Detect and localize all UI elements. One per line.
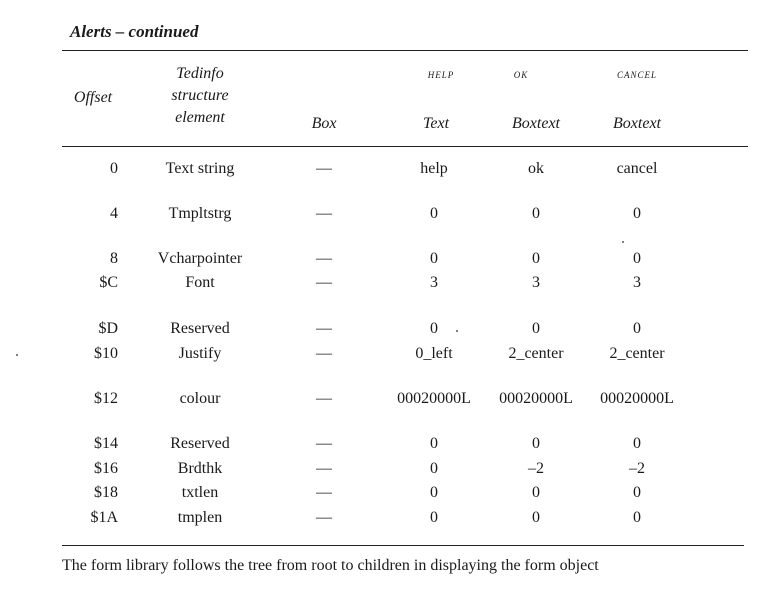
row-offset: $16: [94, 460, 118, 477]
row-box: —: [316, 160, 332, 177]
header-cancel-small: CANCEL: [616, 70, 657, 80]
row-element: txtlen: [181, 484, 219, 501]
row-ok: 0: [532, 484, 540, 501]
row-offset: 8: [110, 250, 118, 267]
row-cancel: 0: [633, 205, 641, 222]
row-help: 0: [430, 250, 438, 267]
row-element: Reserved: [170, 320, 230, 337]
row-cancel: –2: [629, 460, 645, 477]
header-element-line-2: structure: [171, 87, 229, 104]
row-element: Brdthk: [177, 460, 223, 477]
row-ok: 0: [532, 435, 540, 452]
row-cancel: 3: [633, 274, 641, 291]
header-help-small: HELP: [427, 70, 455, 80]
row-ok: ok: [528, 160, 544, 177]
row-ok: –2: [528, 460, 544, 477]
row-offset: $14: [94, 435, 118, 452]
row-box: —: [316, 250, 332, 267]
header-ok-small: OK: [513, 70, 529, 80]
row-element: Justify: [178, 345, 222, 362]
row-box: —: [316, 320, 332, 337]
row-help: 00020000L: [397, 390, 471, 407]
row-ok: 3: [532, 274, 540, 291]
row-help: 0_left: [415, 345, 453, 362]
row-offset: $10: [94, 345, 118, 362]
header-element: [140, 63, 260, 129]
row-box: —: [316, 274, 332, 291]
row-box: —: [316, 460, 332, 477]
row-offset: $C: [99, 274, 118, 291]
row-cancel: 0: [633, 484, 641, 501]
speck: [16, 354, 18, 356]
row-element: Font: [185, 274, 215, 291]
row-cancel: 00020000L: [600, 390, 674, 407]
row-ok: 2_center: [508, 345, 564, 362]
header-element-line-3: element: [175, 109, 225, 126]
row-cancel: cancel: [616, 160, 658, 177]
row-help: 0: [430, 460, 438, 477]
row-offset: 0: [110, 160, 118, 177]
row-help: 0: [430, 435, 438, 452]
row-element: colour: [179, 390, 221, 407]
row-offset: 4: [110, 205, 118, 222]
row-element: tmplen: [177, 509, 223, 526]
row-offset: $1A: [90, 509, 118, 526]
header-offset: Offset: [73, 89, 113, 106]
row-cancel: 0: [633, 509, 641, 526]
row-cancel: 0: [633, 435, 641, 452]
row-ok: 00020000L: [499, 390, 573, 407]
header-ok: Boxtext: [512, 115, 560, 132]
row-cancel: 2_center: [609, 345, 665, 362]
row-box: —: [316, 205, 332, 222]
footer-caption: The form library follows the tree from root to children in displaying the form object: [62, 557, 599, 574]
top-rule: [62, 50, 748, 51]
row-box: —: [316, 484, 332, 501]
row-help: 0: [430, 484, 438, 501]
speck: [622, 241, 624, 243]
row-help: help: [420, 160, 448, 177]
row-element: Text string: [165, 160, 235, 177]
row-help: 0: [430, 320, 438, 337]
header-element-line-1: Tedinfo: [176, 65, 224, 82]
row-element: Tmpltstrg: [168, 205, 232, 222]
row-offset: $18: [94, 484, 118, 501]
row-cancel: 0: [633, 250, 641, 267]
bottom-rule: [62, 545, 744, 546]
row-offset: $D: [98, 320, 118, 337]
speck: [456, 330, 458, 332]
row-help: 0: [430, 509, 438, 526]
row-offset: $12: [94, 390, 118, 407]
header-box: Box: [311, 115, 337, 132]
row-box: —: [316, 345, 332, 362]
row-cancel: 0: [633, 320, 641, 337]
header-help: Text: [422, 115, 450, 132]
row-ok: 0: [532, 509, 540, 526]
header-cancel: Boxtext: [613, 115, 661, 132]
page-title: Alerts – continued: [70, 22, 199, 41]
row-element: Vcharpointer: [157, 250, 243, 267]
header-rule: [62, 146, 748, 147]
row-box: —: [316, 435, 332, 452]
row-element: Reserved: [170, 435, 230, 452]
row-box: —: [316, 509, 332, 526]
row-help: 0: [430, 205, 438, 222]
row-ok: 0: [532, 320, 540, 337]
row-box: —: [316, 390, 332, 407]
row-help: 3: [430, 274, 438, 291]
row-ok: 0: [532, 205, 540, 222]
row-ok: 0: [532, 250, 540, 267]
